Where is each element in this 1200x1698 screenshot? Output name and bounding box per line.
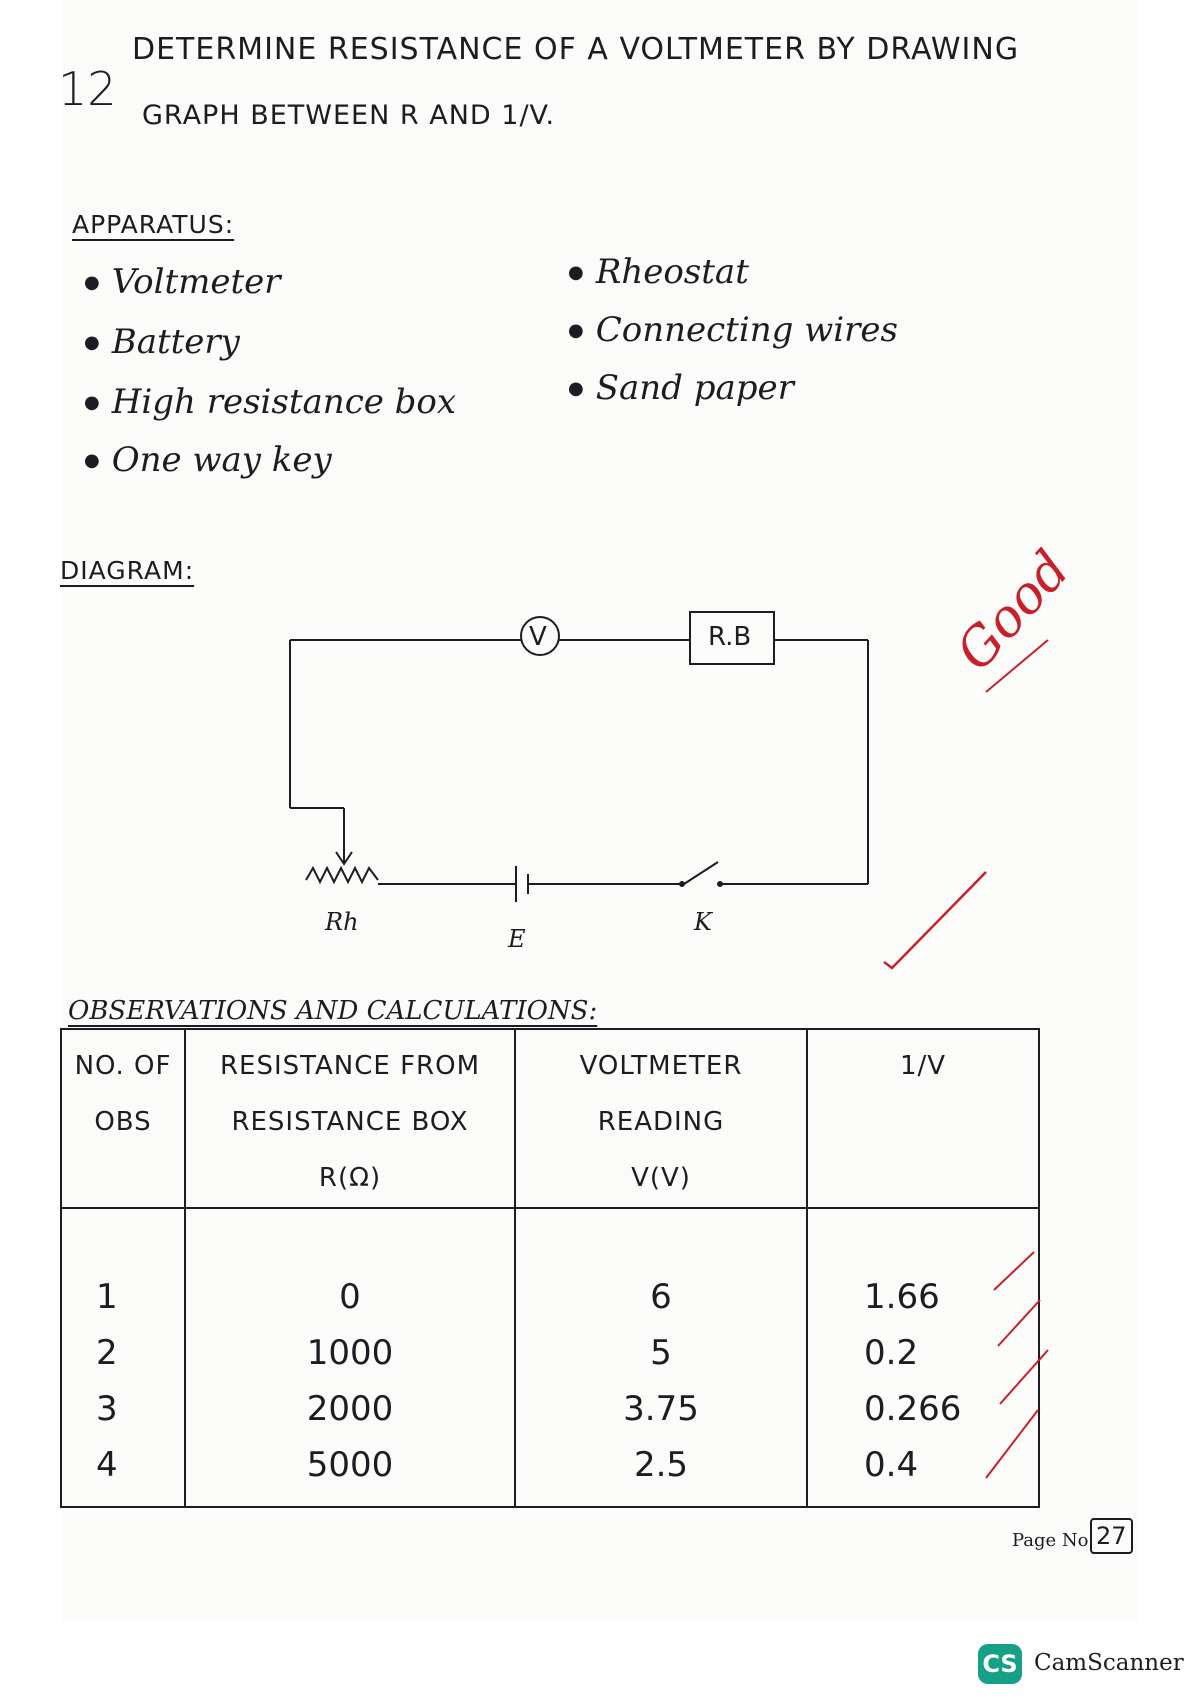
apparatus-item: ● One way key xyxy=(84,440,332,480)
bullet-icon: ● xyxy=(568,261,584,283)
check-mark-icon xyxy=(994,1252,1034,1290)
page-number-label: Page No xyxy=(1012,1530,1089,1551)
column-header-inverse-v: 1/V xyxy=(807,1029,1039,1208)
key-label: K xyxy=(694,908,712,936)
resistance-box-label: R.B xyxy=(708,622,752,652)
bullet-icon: ● xyxy=(84,331,100,353)
diagram-heading: DIAGRAM: xyxy=(60,556,195,585)
inverse-voltage-cell: 1.66 0.2 0.266 0.4 xyxy=(807,1208,1039,1507)
resistance-cell: 0 1000 2000 5000 xyxy=(185,1208,515,1507)
column-header-voltmeter-reading: VOLTMETER READING V(V) xyxy=(515,1029,807,1208)
bullet-icon: ● xyxy=(568,377,584,399)
camscanner-logo-icon: CS xyxy=(978,1644,1022,1684)
bullet-icon: ● xyxy=(84,271,100,293)
bullet-icon: ● xyxy=(84,391,100,413)
check-mark-icon xyxy=(986,1410,1038,1478)
apparatus-item: ● Sand paper xyxy=(568,368,794,408)
observations-heading: OBSERVATIONS AND CALCULATIONS: xyxy=(68,996,598,1026)
apparatus-item: ● High resistance box xyxy=(84,382,457,422)
column-header-obs-no: NO. OF OBS xyxy=(61,1029,185,1208)
apparatus-item: ● Connecting wires xyxy=(568,310,898,350)
apparatus-item: ● Rheostat xyxy=(568,252,749,292)
experiment-title-line-2: GRAPH BETWEEN R AND 1/V. xyxy=(142,100,556,131)
teacher-remark: Good xyxy=(945,539,1082,683)
check-mark-icon xyxy=(998,1300,1040,1346)
check-mark-icon xyxy=(1000,1350,1048,1404)
apparatus-item: ● Battery xyxy=(84,322,240,362)
experiment-number: 12 xyxy=(58,62,117,116)
bullet-icon: ● xyxy=(568,319,584,341)
apparatus-item: ● Voltmeter xyxy=(84,262,281,302)
battery-label: E xyxy=(508,925,526,953)
rheostat-label: Rh xyxy=(325,908,359,936)
experiment-title-line-1: DETERMINE RESISTANCE OF A VOLTMETER BY DRAWING xyxy=(132,32,1020,67)
page-number: 27 xyxy=(1090,1518,1133,1554)
camscanner-watermark: CamScanner xyxy=(1034,1650,1184,1676)
column-header-resistance: RESISTANCE FROM RESISTANCE BOX R(Ω) xyxy=(185,1029,515,1208)
voltage-cell: 6 5 3.75 2.5 xyxy=(515,1208,807,1507)
obs-number-cell: 1 2 3 4 xyxy=(61,1208,185,1507)
bullet-icon: ● xyxy=(84,449,100,471)
apparatus-heading: APPARATUS: xyxy=(72,210,235,239)
voltmeter-label: V xyxy=(529,622,547,652)
